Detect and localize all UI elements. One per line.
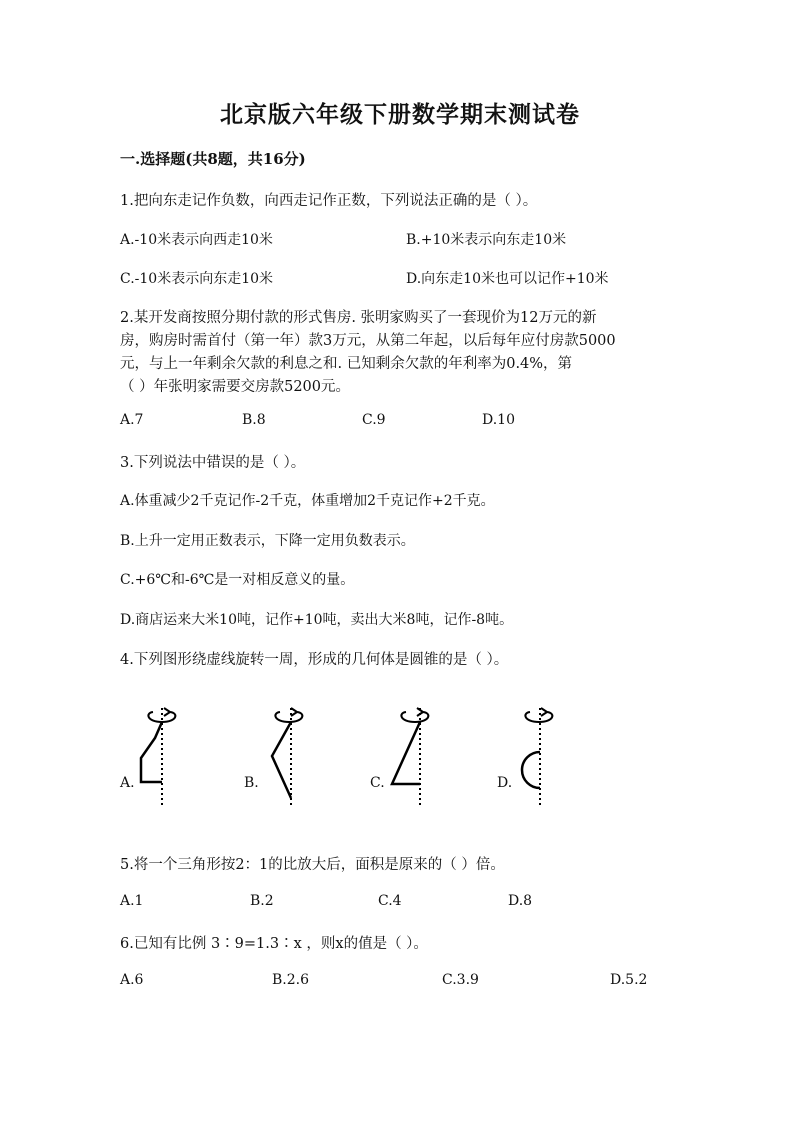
- question-6-stem: 6.已知有比例 3∶9=1.3∶x ，则x的值是（ ）。: [120, 936, 428, 952]
- q6-option-c: C.3.9: [442, 972, 479, 988]
- q5-option-c: C.4: [378, 893, 402, 909]
- q5-option-b: B.2: [250, 893, 274, 909]
- question-3-stem: 3.下列说法中错误的是（ ）。: [120, 455, 306, 471]
- q2-option-a: A.7: [120, 412, 144, 428]
- question-2-line-4: （ ）年张明家需要交房款5200元。: [120, 379, 351, 395]
- q1-option-b: B.+10米表示向东走10米: [406, 232, 567, 248]
- q3-option-a: A.体重减少2千克记作-2千克，体重增加2千克记作+2千克。: [120, 493, 495, 509]
- q2-option-d: D.10: [482, 412, 515, 428]
- figure-d-semicircle-rotation: [512, 700, 562, 810]
- q3-option-c: C.+6℃和-6℃是一对相反意义的量。: [120, 572, 355, 588]
- question-2-line-2: 房，购房时需首付（第一年）款3万元，从第二年起，以后每年应付房款5000: [120, 333, 616, 349]
- q3-option-b: B.上升一定用正数表示，下降一定用负数表示。: [120, 533, 415, 549]
- q3-option-d: D.商店运来大米10吨，记作+10吨，卖出大米8吨，记作-8吨。: [120, 612, 514, 628]
- q4-option-d-label: D.: [497, 775, 513, 791]
- figure-b-kite-rotation: [262, 700, 312, 810]
- q2-option-c: C.9: [362, 412, 386, 428]
- q1-option-a: A.-10米表示向西走10米: [120, 232, 273, 248]
- figure-a-trapezoid-rotation: [135, 700, 185, 810]
- figure-c-right-triangle-rotation: [388, 700, 438, 810]
- question-4-stem: 4.下列图形绕虚线旋转一周，形成的几何体是圆锥的是（ ）。: [120, 652, 509, 668]
- q4-option-b-label: B.: [244, 775, 259, 791]
- page-title: 北京版六年级下册数学期末测试卷: [220, 101, 580, 128]
- q1-option-c: C.-10米表示向东走10米: [120, 271, 274, 287]
- question-5-stem: 5.将一个三角形按2：1的比放大后，面积是原来的（ ）倍。: [120, 857, 505, 873]
- q2-option-b: B.8: [242, 412, 266, 428]
- q6-option-d: D.5.2: [610, 972, 648, 988]
- question-2-line-3: 元，与上一年剩余欠款的利息之和. 已知剩余欠款的年利率为0.4%，第: [120, 356, 573, 372]
- q1-option-d: D.向东走10米也可以记作+10米: [406, 271, 609, 287]
- question-2-line-1: 2.某开发商按照分期付款的形式售房. 张明家购买了一套现价为12万元的新: [120, 310, 597, 326]
- q6-option-a: A.6: [120, 972, 144, 988]
- q5-option-d: D.8: [508, 893, 533, 909]
- section-heading: 一.选择题(共8题，共16分): [120, 150, 306, 168]
- question-1-stem: 1.把向东走记作负数，向西走记作正数，下列说法正确的是（ ）。: [120, 193, 538, 209]
- q4-option-a-label: A.: [120, 775, 135, 791]
- q5-option-a: A.1: [120, 893, 144, 909]
- q4-option-c-label: C.: [370, 775, 385, 791]
- q6-option-b: B.2.6: [272, 972, 310, 988]
